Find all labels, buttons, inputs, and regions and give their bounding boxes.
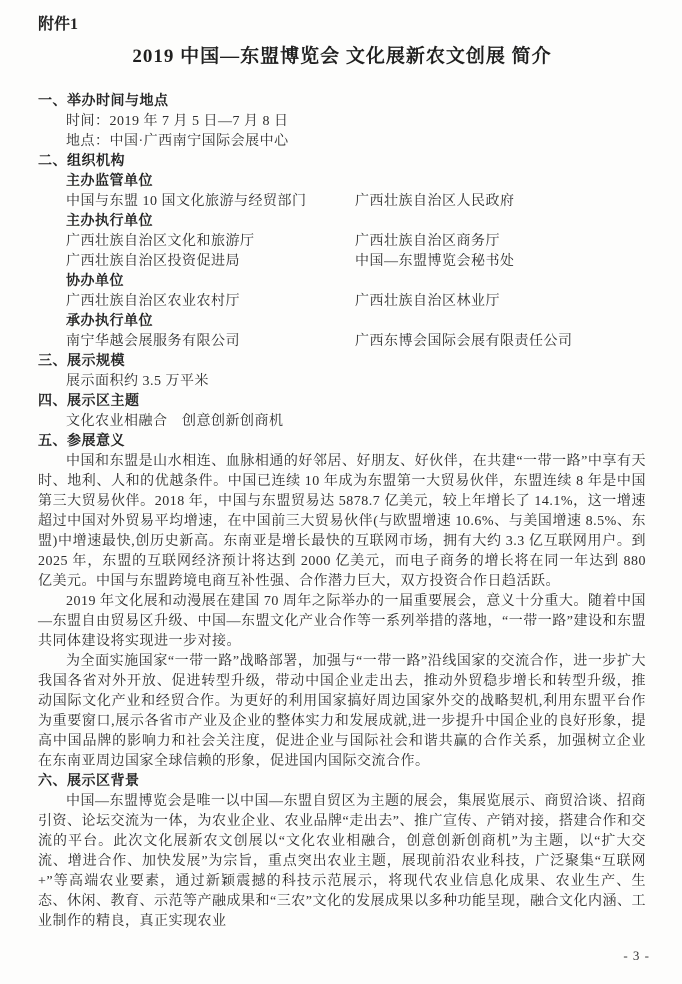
paragraph: 为全面实施国家“一带一路”战略部署，加强与“一带一路”沿线国家的交流合作，进一步扩大我国各省对外开放、促进转型升级，带动中国企业走出去，推动外贸稳步增长和转型升级，推动国际文化产业和经贸合作。为更好的利用国家搞好周边国家外交的战略契机,利用东盟平台作为重要窗口,展示各省市产业及企业的整体实力和发展成就,进一步提升中国企业的良好形象，提高中国品牌的影响力和社会关注度，促进企业与国际社会和谐共赢的合作关系，加强树立企业在东南亚周边国家全球信赖的形象，促进国内国际交流合作。	[38, 654, 646, 769]
page-number: - 3 -	[623, 948, 650, 963]
org-unit: 广西东博会国际会展有限责任公司	[355, 334, 573, 349]
page-title: 2019 中国—东盟博览会 文化展新农文创展 简介	[132, 46, 552, 67]
event-place: 地点：中国·广西南宁国际会展中心	[66, 134, 289, 149]
org-row	[38, 192, 646, 212]
theme-value: 文化农业相融合 创意创新创商机	[66, 414, 284, 429]
attachment-label: 附件1	[38, 16, 79, 33]
paragraph: 中国—东盟博览会是唯一以中国—东盟自贸区为主题的展会，集展览展示、商贸洽谈、招商引资、论坛交流为一体，为农业企业、农业品牌“走出去”、推广宣传、产销对接，搭建合作和交流的平台。此次文化展新农文创展以“文化农业相融合，创意创新创商机”为主题，以“扩大交流、增进合作、加快发展”为宗旨，重点突出农业主题，展现前沿农业科技，广泛聚集“互联网+”等高端农业要素，通过新颖震撼的科技示范展示，将现代农业信息化成果、农业生产、生态、休闲、教育、示范等产融成果和“三农”文化的发展成果以多种功能呈现，融合文化内涵、工业制作的精良，真正实现农业	[38, 794, 646, 929]
org-unit: 广西壮族自治区投资促进局	[66, 254, 240, 269]
paragraph: 2019 年文化展和动漫展在建国 70 周年之际举办的一届重要展会，意义十分重大。随着中国—东盟自由贸易区升级、中国—东盟文化产业合作等一系列举措的落地，“一带一路”建设和东盟共同体建设将实现进一步对接。	[38, 594, 646, 649]
section-significance	[38, 432, 646, 772]
org-row	[38, 252, 646, 272]
org-unit: 广西壮族自治区人民政府	[355, 194, 515, 209]
section-heading: 二、组织机构	[38, 154, 125, 169]
section-heading: 四、展示区主题	[38, 394, 140, 409]
org-unit: 南宁华越会展服务有限公司	[66, 334, 240, 349]
org-unit: 中国与东盟 10 国文化旅游与经贸部门	[66, 194, 307, 209]
section-heading: 五、参展意义	[38, 434, 125, 449]
org-unit: 广西壮族自治区文化和旅游厅	[66, 234, 255, 249]
section-time-place	[38, 92, 646, 152]
org-unit: 广西壮族自治区林业厅	[355, 294, 500, 309]
org-unit: 广西壮族自治区农业农村厅	[66, 294, 240, 309]
event-time: 时间：2019 年 7 月 5 日—7 月 8 日	[66, 114, 289, 129]
section-heading: 一、举办时间与地点	[38, 94, 169, 109]
org-role-label: 主办执行单位	[66, 214, 153, 229]
section-theme	[38, 392, 646, 432]
section-background	[38, 772, 646, 932]
org-unit: 广西壮族自治区商务厅	[355, 234, 500, 249]
org-row	[38, 232, 646, 252]
section-heading: 六、展示区背景	[38, 774, 140, 789]
paragraph: 中国和东盟是山水相连、血脉相通的好邻居、好朋友、好伙伴，在共建“一带一路”中享有天时、地利、人和的优越条件。中国已连续 10 年成为东盟第一大贸易伙伴，东盟连续 8 年是中国第三大贸易伙伴。2018 年，中国与东盟贸易达 5878.7 亿美元，较上年增长了 14.1%，这一增速超过中国对外贸易平均增速，在中国前三大贸易伙伴(与欧盟增速 10.6%、与美国增速 8.5%、东盟)中增速最快,创历史新高。东南亚是增长最快的互联网市场，拥有大约 3.3 亿互联网用户。到 2025 年，东盟的互联网经济预计将达到 2000 亿美元，而电子商务的增长将在同一年达到 880 亿美元。中国与东盟跨境电商互补性强、合作潜力巨大，双方投资合作日趋活跃。	[38, 454, 646, 589]
org-unit: 中国—东盟博览会秘书处	[355, 254, 515, 269]
section-organizers	[38, 152, 646, 352]
org-row	[38, 292, 646, 312]
org-role-label: 协办单位	[66, 274, 124, 289]
org-role-label: 承办执行单位	[66, 314, 153, 329]
org-role-label: 主办监管单位	[66, 174, 153, 189]
section-heading: 三、展示规模	[38, 354, 125, 369]
org-row	[38, 332, 646, 352]
section-scale	[38, 352, 646, 392]
scale-value: 展示面积约 3.5 万平米	[66, 374, 209, 389]
